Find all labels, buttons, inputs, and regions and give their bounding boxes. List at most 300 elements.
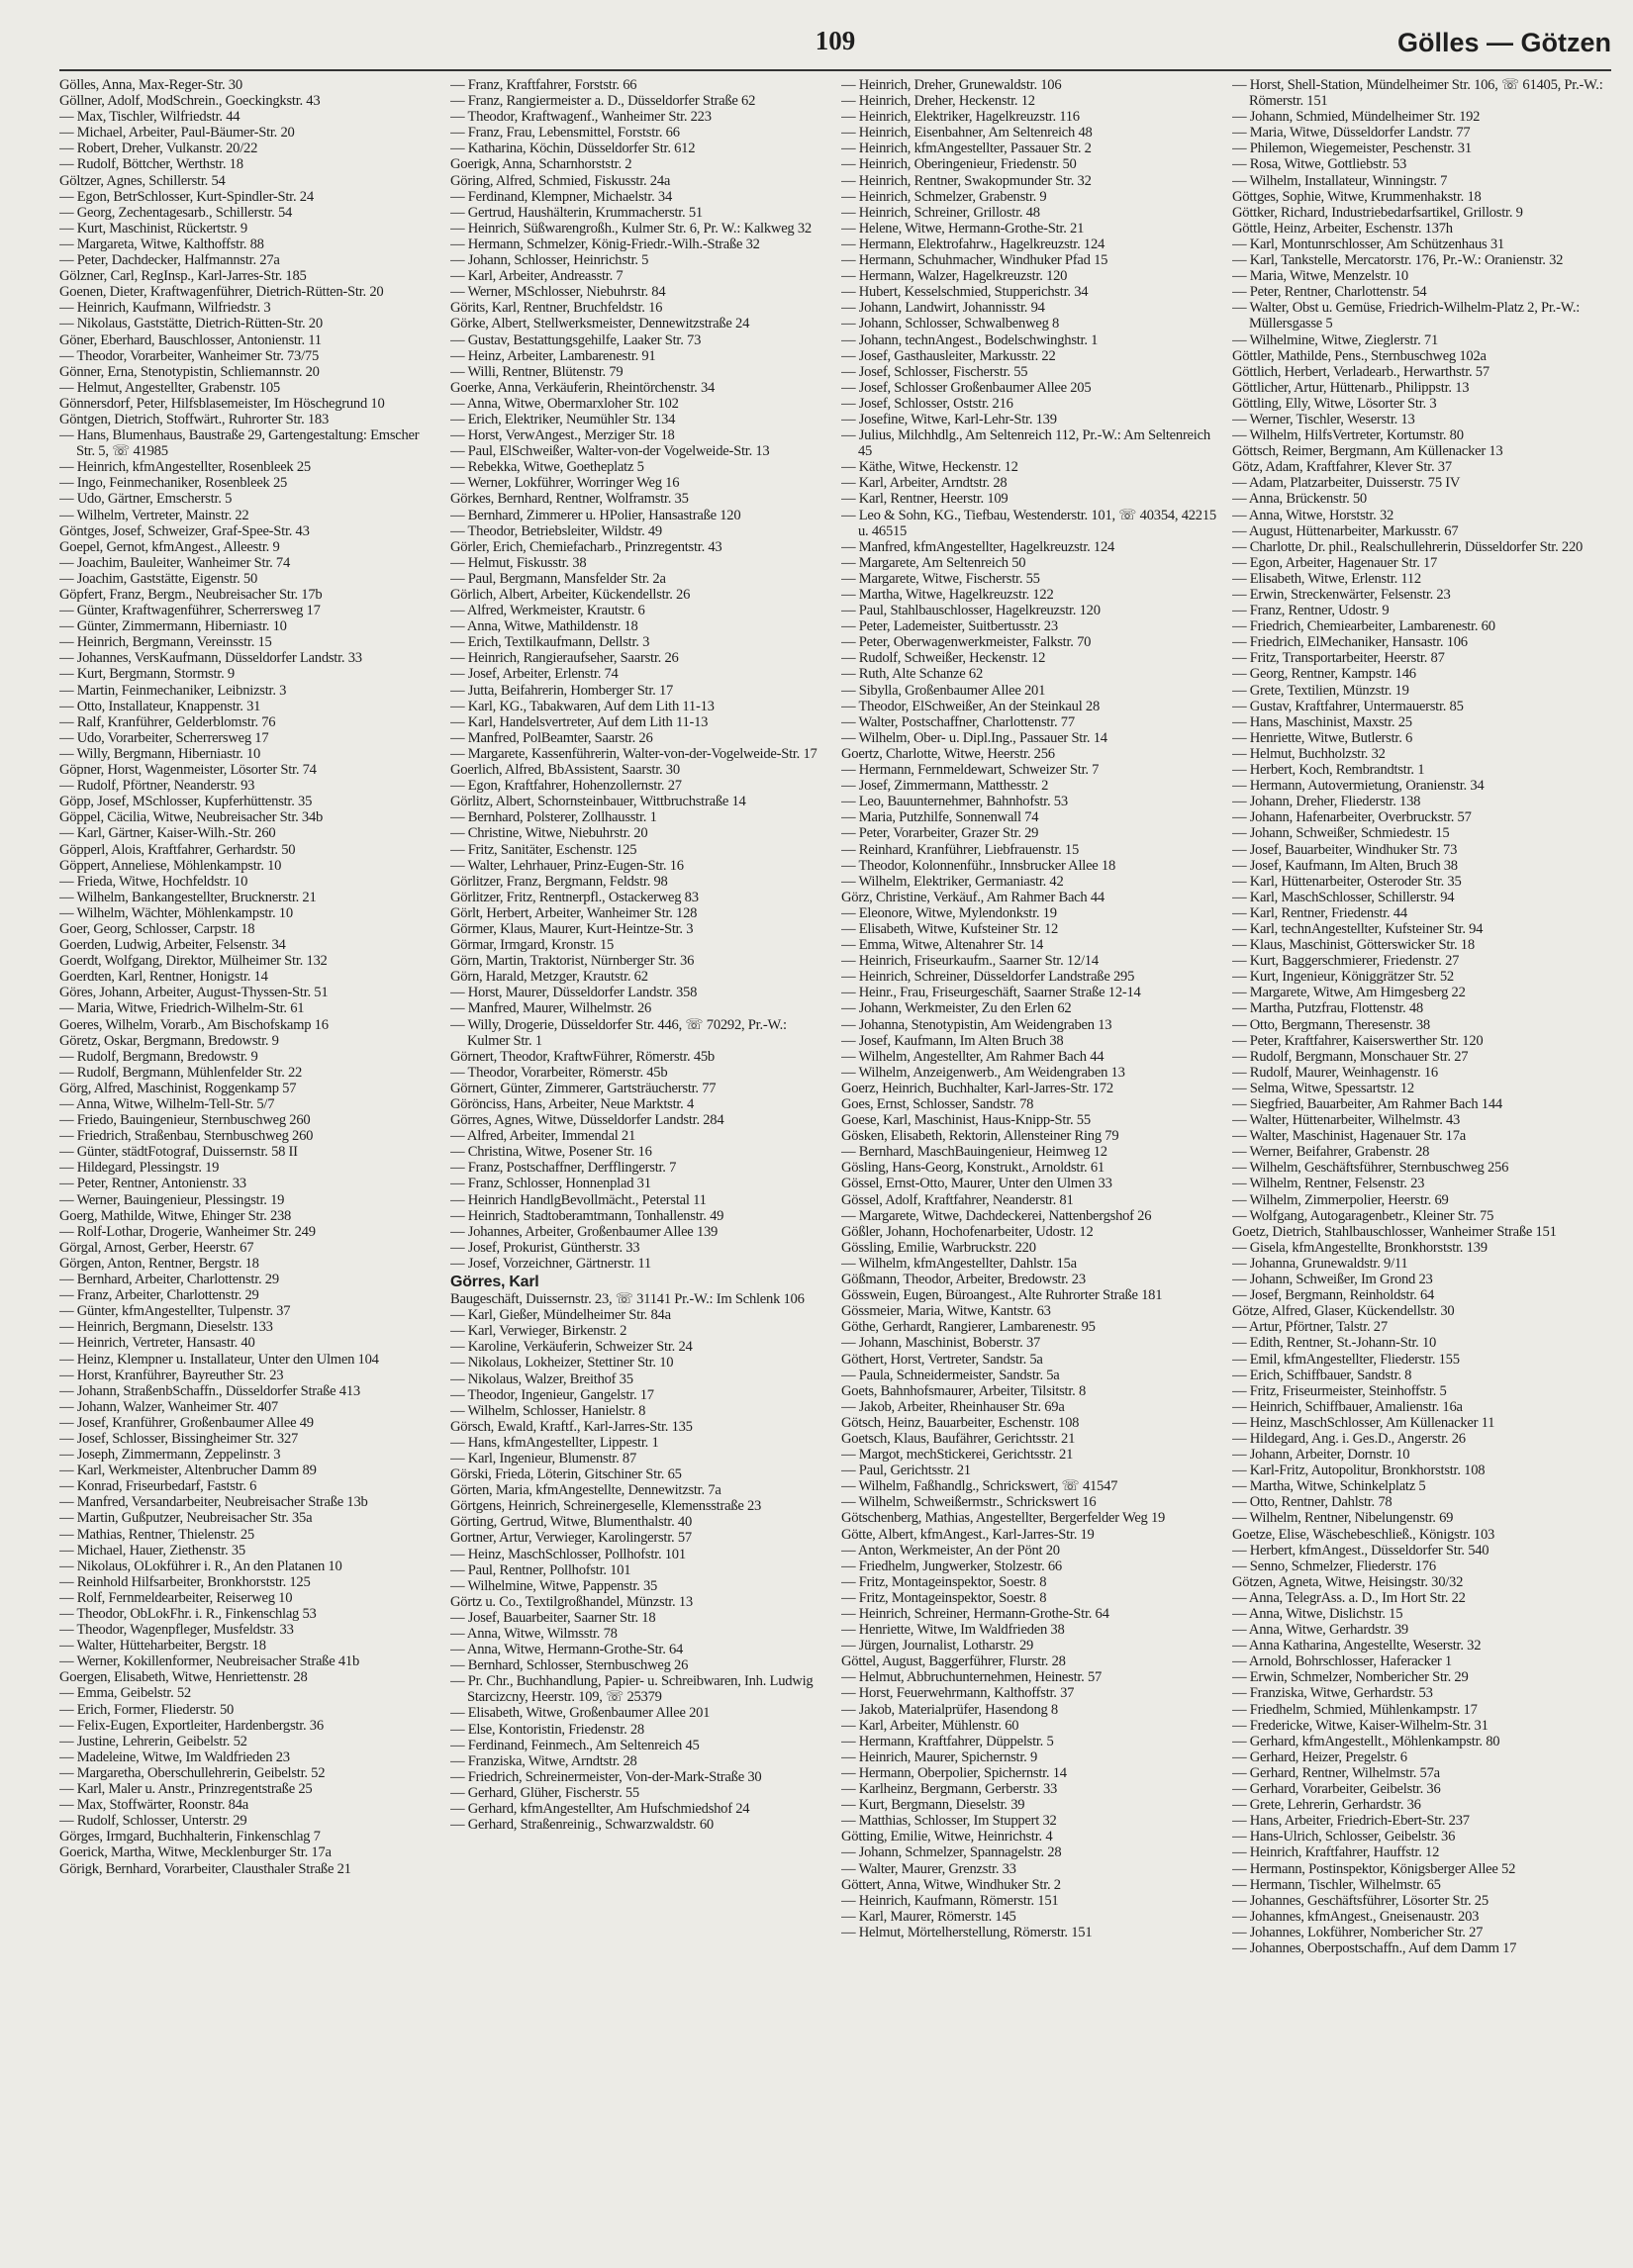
directory-entry: — Erwin, Streckenwärter, Felsenstr. 23 — [1232, 587, 1451, 603]
directory-entry: Goes, Ernst, Schlosser, Sandstr. 78 — [841, 1096, 1034, 1112]
directory-entry: — Heinrich, Rentner, Swakopmunder Str. 32 — [841, 172, 1092, 189]
directory-entry: — Rebekka, Witwe, Goetheplatz 5 — [450, 459, 644, 476]
directory-entry: Görmer, Klaus, Maurer, Kurt-Heintze-Str. 3 — [450, 920, 694, 937]
directory-entry: — Pr. Chr., Buchhandlung, Papier- u. Schreibwaren, Inh. Ludwig Starcizcny, Heerstr. 109, ☏ 25379 — [450, 1673, 814, 1706]
directory-entry: — Rudolf, Schweißer, Heckenstr. 12 — [841, 650, 1046, 667]
directory-column-2 — [450, 77, 829, 2248]
directory-entry: — Manfred, Versandarbeiter, Neubreisacher Straße 13b — [59, 1494, 368, 1511]
directory-entry: — Hermann, Schmelzer, König-Friedr.-Wilh.-Straße 32 — [450, 236, 760, 252]
directory-entry: — Hermann, Schuhmacher, Windhuker Pfad 15 — [841, 252, 1108, 269]
directory-entry: Goer, Georg, Schlosser, Carpstr. 18 — [59, 920, 255, 937]
directory-entry: — Anna, Witwe, Dislichstr. 15 — [1232, 1606, 1403, 1622]
directory-entry: — Hermann, Tischler, Wilhelmstr. 65 — [1232, 1876, 1441, 1893]
directory-entry: — Josefine, Witwe, Karl-Lehr-Str. 139 — [841, 411, 1057, 427]
directory-entry: — Anna, Witwe, Wilhelm-Tell-Str. 5/7 — [59, 1096, 275, 1112]
directory-entry: Goerden, Ludwig, Arbeiter, Felsenstr. 34 — [59, 937, 286, 954]
directory-entry: — Rolf, Fernmeldearbeiter, Reiserweg 10 — [59, 1589, 293, 1606]
directory-entry: — Josef, Prokurist, Güntherstr. 33 — [450, 1239, 640, 1256]
directory-entry: — Maria, Putzhilfe, Sonnenwall 74 — [841, 809, 1039, 826]
directory-entry: — Paul, ElSchweißer, Walter-von-der Vogelweide-Str. 13 — [450, 443, 770, 460]
directory-entry: — Karl, Verwieger, Birkenstr. 2 — [450, 1323, 627, 1340]
directory-entry: Görski, Frieda, Löterin, Gitschiner Str. 65 — [450, 1466, 682, 1483]
directory-entry: — Reinhold Hilfsarbeiter, Bronkhorststr. 125 — [59, 1573, 311, 1590]
directory-entry: — Horst, VerwAngest., Merziger Str. 18 — [450, 427, 675, 444]
directory-entry: Görges, Irmgard, Buchhalterin, Finkenschlag 7 — [59, 1829, 321, 1845]
directory-entry: — Justine, Lehrerin, Geibelstr. 52 — [59, 1733, 247, 1749]
directory-entry: Goetsch, Klaus, Baufährer, Gerichtsstr. 21 — [841, 1430, 1076, 1447]
directory-entry: — Johann, Walzer, Wanheimer Str. 407 — [59, 1398, 278, 1415]
directory-entry: — Johann, Schlosser, Schwalbenweg 8 — [841, 316, 1060, 332]
directory-entry: — Joachim, Gaststätte, Eigenstr. 50 — [59, 570, 257, 587]
directory-entry: — Heinrich, Elektriker, Hagelkreuzstr. 116 — [841, 109, 1080, 126]
directory-entry: — Hermann, Oberpolier, Spichernstr. 14 — [841, 1764, 1067, 1781]
directory-entry: Görits, Karl, Rentner, Bruchfeldstr. 16 — [450, 300, 663, 317]
directory-entry: — Heinrich HandlgBevollmächt., Peterstal 11 — [450, 1191, 707, 1208]
directory-entry: — Bernhard, Schlosser, Sternbuschweg 26 — [450, 1657, 689, 1674]
directory-entry: — Johann, Schmelzer, Spannagelstr. 28 — [841, 1844, 1062, 1861]
directory-entry: Göttle, Heinz, Arbeiter, Eschenstr. 137h — [1232, 220, 1453, 236]
directory-entry: Görtz u. Co., Textilgroßhandel, Münzstr. 13 — [450, 1593, 693, 1610]
directory-entry: Goerick, Martha, Witwe, Mecklenburger Str. 17a — [59, 1844, 332, 1861]
directory-entry: — Wilhelm, Rentner, Nibelungenstr. 69 — [1232, 1510, 1454, 1527]
directory-entry: — Michael, Hauer, Ziethenstr. 35 — [59, 1542, 245, 1559]
directory-entry: — Heinrich, Dreher, Heckenstr. 12 — [841, 93, 1035, 110]
directory-entry: Göttker, Richard, Industriebedarfsartikel, Grillostr. 9 — [1232, 204, 1523, 221]
page-number: 109 — [815, 26, 856, 55]
directory-entry: — Erwin, Schmelzer, Nombericher Str. 29 — [1232, 1669, 1469, 1686]
directory-entry: — Ingo, Feinmechaniker, Rosenbleek 25 — [59, 475, 288, 492]
directory-entry: Görmar, Irmgard, Kronstr. 15 — [450, 937, 615, 954]
directory-entry: — Karl, Tankstelle, Mercatorstr. 176, Pr.-W.: Oranienstr. 32 — [1232, 252, 1564, 269]
directory-entry: — Christina, Witwe, Posener Str. 16 — [450, 1144, 652, 1161]
directory-entry: — Fritz, Montageinspektor, Soestr. 8 — [841, 1589, 1047, 1606]
directory-entry: — Karl, Rentner, Friedenstr. 44 — [1232, 904, 1407, 921]
directory-entry: Görkes, Bernhard, Rentner, Wolframstr. 35 — [450, 491, 689, 508]
directory-entry: — Paul, Rentner, Pollhofstr. 101 — [450, 1561, 631, 1578]
directory-entry: — Josef, Kaufmann, Im Alten Bruch 38 — [841, 1032, 1064, 1049]
directory-entry: — Walter, Maurer, Grenzstr. 33 — [841, 1860, 1016, 1877]
directory-entry: — Heinz, Klempner u. Installateur, Unter den Ulmen 104 — [59, 1351, 379, 1368]
directory-entry: — Johannes, Arbeiter, Großenbaumer Allee 139 — [450, 1223, 719, 1240]
directory-entry: — Philemon, Wiegemeister, Peschenstr. 31 — [1232, 141, 1472, 157]
directory-entry: — Senno, Schmelzer, Fliederstr. 176 — [1232, 1558, 1436, 1574]
directory-entry: — Rudolf, Bergmann, Monschauer Str. 27 — [1232, 1048, 1469, 1065]
directory-entry: — Rudolf, Schlosser, Unterstr. 29 — [59, 1813, 247, 1830]
directory-entry: Görler, Erich, Chemiefacharb., Prinzregentstr. 43 — [450, 538, 722, 555]
directory-entry: — Rudolf, Bergmann, Mühlenfelder Str. 22 — [59, 1064, 303, 1081]
directory-entry: — Wilhelm, Faßhandlg., Schrickswert, ☏ 41547 — [841, 1478, 1118, 1495]
directory-entry: — Johannes, VersKaufmann, Düsseldorfer Landstr. 33 — [59, 650, 362, 667]
directory-entry: Gössel, Ernst-Otto, Maurer, Unter den Ulmen 33 — [841, 1176, 1112, 1192]
directory-column-1 — [59, 77, 438, 2248]
directory-entry: — Erich, Textilkaufmann, Dellstr. 3 — [450, 634, 650, 651]
directory-entry: — Helene, Witwe, Hermann-Grothe-Str. 21 — [841, 220, 1085, 236]
directory-entry: — Walter, Hütteharbeiter, Bergstr. 18 — [59, 1638, 266, 1654]
directory-entry: Gössel, Adolf, Kraftfahrer, Neanderstr. 81 — [841, 1191, 1074, 1208]
directory-entry: — Hermann, Elektrofahrw., Hagelkreuzstr. 124 — [841, 236, 1105, 252]
directory-entry: — Alfred, Arbeiter, Immendal 21 — [450, 1128, 636, 1145]
directory-entry: — Nikolaus, Gaststätte, Dietrich-Rütten-Str. 20 — [59, 316, 323, 332]
directory-entry: — Hermann, Autovermietung, Oranienstr. 34 — [1232, 778, 1485, 795]
directory-entry: Goetze, Elise, Wäschebeschließ., Königstr. 103 — [1232, 1526, 1495, 1543]
directory-entry: — Manfred, PolBeamter, Saarstr. 26 — [450, 729, 653, 746]
directory-entry: — Karl, Montunrschlosser, Am Schützenhaus 31 — [1232, 236, 1504, 252]
directory-entry: Göres, Johann, Arbeiter, August-Thyssen-Str. 51 — [59, 985, 329, 1001]
directory-entry: — Theodor, Kraftwagenf., Wanheimer Str. 223 — [450, 109, 712, 126]
directory-entry: — Rudolf, Pförtner, Neanderstr. 93 — [59, 778, 255, 795]
directory-entry: — Heinrich, Eisenbahner, Am Seltenreich 48 — [841, 125, 1093, 142]
directory-entry: — Erich, Elektriker, Neumühler Str. 134 — [450, 411, 676, 427]
directory-entry: — Gerhard, Straßenreinig., Schwarzwaldstr. 60 — [450, 1817, 714, 1834]
directory-entry: — Heinrich, Schreiner, Hermann-Grothe-Str. 64 — [841, 1606, 1109, 1622]
directory-entry: — Peter, Rentner, Antonienstr. 33 — [59, 1176, 246, 1192]
directory-entry: — Arnold, Bohrschlosser, Haferacker 1 — [1232, 1654, 1452, 1670]
directory-entry: Göttler, Mathilde, Pens., Sternbuschweg 102a — [1232, 347, 1487, 364]
directory-entry: Görgal, Arnost, Gerber, Heerstr. 67 — [59, 1239, 254, 1256]
directory-entry: — Johannes, kfmAngest., Gneisenaustr. 203 — [1232, 1908, 1480, 1925]
directory-entry: — Karl, Maurer, Römerstr. 145 — [841, 1908, 1016, 1925]
directory-entry: Göpp, Josef, MSchlosser, Kupferhüttenstr. 35 — [59, 794, 313, 810]
directory-entry: — Friedo, Bauingenieur, Sternbuschweg 260 — [59, 1112, 311, 1129]
directory-entry: — Wilhelm, Wächter, Möhlenkampstr. 10 — [59, 904, 293, 921]
page-header — [59, 22, 1611, 71]
directory-entry: — Josef, Vorzeichner, Gärtnerstr. 11 — [450, 1255, 651, 1272]
directory-entry: — Kurt, Maschinist, Rückertstr. 9 — [59, 220, 247, 236]
directory-entry: — Heinrich, Bergmann, Vereinsstr. 15 — [59, 634, 272, 651]
directory-entry: — Margot, mechStickerei, Gerichtsstr. 21 — [841, 1447, 1074, 1464]
directory-entry: Göthe, Gerhardt, Rangierer, Lambarenestr. 95 — [841, 1319, 1096, 1336]
directory-entry: — Willy, Bergmann, Hiberniastr. 10 — [59, 745, 261, 762]
directory-entry: — Franziska, Witwe, Gerhardstr. 53 — [1232, 1685, 1433, 1702]
directory-entry: — Udo, Vorarbeiter, Scherrersweg 17 — [59, 729, 269, 746]
directory-entry: — Bernhard, Zimmerer u. HPolier, Hansastraße 120 — [450, 507, 741, 523]
directory-entry: — Gertrud, Haushälterin, Krummacherstr. 51 — [450, 204, 703, 221]
directory-entry: — Wilhelm, Anzeigenwerb., Am Weidengraben 13 — [841, 1064, 1125, 1081]
directory-entry: — Horst, Kranführer, Bayreuther Str. 23 — [59, 1367, 284, 1383]
directory-entry: Göntgen, Dietrich, Stoffwärt., Ruhrorter Str. 183 — [59, 411, 330, 427]
directory-entry: — Henriette, Witwe, Butlerstr. 6 — [1232, 729, 1413, 746]
directory-entry: — Hans, Arbeiter, Friedrich-Ebert-Str. 237 — [1232, 1813, 1470, 1830]
directory-entry: Gölzner, Carl, RegInsp., Karl-Jarres-Str. 185 — [59, 268, 307, 285]
directory-entry: — Heinrich, kfmAngestellter, Rosenbleek 25 — [59, 459, 311, 476]
directory-entry: Baugeschäft, Duissernstr. 23, ☏ 31141 Pr.-W.: Im Schlenk 106 — [450, 1291, 805, 1308]
directory-entry: — Johann, Schmied, Mündelheimer Str. 192 — [1232, 109, 1481, 126]
directory-entry: — Jutta, Beifahrerin, Homberger Str. 17 — [450, 682, 674, 699]
directory-entry: — Käthe, Witwe, Heckenstr. 12 — [841, 459, 1018, 476]
directory-entry: Görn, Harald, Metzger, Krautstr. 62 — [450, 969, 648, 986]
directory-entry: — Friedrich, Chemiearbeiter, Lambarenestr. 60 — [1232, 618, 1495, 635]
directory-entry: Görlitzer, Franz, Bergmann, Feldstr. 98 — [450, 873, 668, 890]
directory-entry: — Theodor, Vorarbeiter, Römerstr. 45b — [450, 1064, 668, 1081]
directory-entry: — Heinrich, Maurer, Spichernstr. 9 — [841, 1748, 1038, 1765]
directory-entry: — Günter, Zimmermann, Hiberniastr. 10 — [59, 618, 287, 635]
directory-entry: — Ferdinand, Feinmech., Am Seltenreich 45 — [450, 1737, 700, 1753]
directory-entry: — Johann, technAngest., Bodelschwinghstr. 1 — [841, 331, 1099, 348]
directory-entry: Goerz, Heinrich, Buchhalter, Karl-Jarres-Str. 172 — [841, 1080, 1113, 1096]
directory-entry: — Heinr., Frau, Friseurgeschäft, Saarner Straße 12-14 — [841, 985, 1141, 1001]
directory-entry: Götzen, Agneta, Witwe, Heisingstr. 30/32 — [1232, 1573, 1464, 1590]
directory-entry: — Heinrich, Vertreter, Hansastr. 40 — [59, 1335, 255, 1352]
directory-entry: — Wilhelm, Vertreter, Mainstr. 22 — [59, 507, 249, 523]
directory-entry: — Hubert, Kesselschmied, Stupperichstr. 34 — [841, 284, 1089, 301]
directory-entry: — Paul, Stahlbauschlosser, Hagelkreuzstr. 120 — [841, 603, 1101, 619]
directory-entry: — Kurt, Baggerschmierer, Friedenstr. 27 — [1232, 953, 1460, 970]
directory-entry: — Gustav, Kraftfahrer, Untermauerstr. 85 — [1232, 698, 1464, 714]
directory-entry: — Jürgen, Journalist, Lotharstr. 29 — [841, 1638, 1034, 1654]
directory-entry: — Werner, MSchlosser, Niebuhrstr. 84 — [450, 284, 666, 301]
directory-entry: Gössmeier, Maria, Witwe, Kantstr. 63 — [841, 1303, 1051, 1320]
directory-entry: Göltzer, Agnes, Schillerstr. 54 — [59, 172, 226, 189]
directory-entry: — Anna, Brückenstr. 50 — [1232, 491, 1367, 508]
directory-entry: — Wilhelm, Installateur, Winningstr. 7 — [1232, 172, 1448, 189]
directory-entry: Görres, Karl — [450, 1274, 539, 1291]
directory-entry: — Karlheinz, Bergmann, Gerberstr. 33 — [841, 1781, 1058, 1798]
directory-entry: — Sibylla, Großenbaumer Allee 201 — [841, 682, 1046, 699]
directory-entry: — Peter, Kraftfahrer, Kaiserswerther Str. 120 — [1232, 1032, 1484, 1049]
directory-entry: — Josef, Schlosser, Fischerstr. 55 — [841, 363, 1028, 380]
directory-entry: Goertz, Charlotte, Witwe, Heerstr. 256 — [841, 745, 1055, 762]
directory-entry: — Egon, Arbeiter, Hagenauer Str. 17 — [1232, 554, 1438, 571]
directory-entry: — Martin, Gußputzer, Neubreisacher Str. 35a — [59, 1510, 313, 1527]
directory-entry: — Elisabeth, Witwe, Erlenstr. 112 — [1232, 570, 1421, 587]
directory-entry: — Nikolaus, Lokheizer, Stettiner Str. 10 — [450, 1355, 674, 1371]
directory-entry: Görting, Gertrud, Witwe, Blumenthalstr. 40 — [450, 1514, 692, 1531]
directory-entry: — Otto, Bergmann, Theresenstr. 38 — [1232, 1016, 1430, 1033]
directory-entry: — Adam, Platzarbeiter, Duisserstr. 75 IV — [1232, 475, 1461, 492]
directory-entry: — Bernhard, Arbeiter, Charlottenstr. 29 — [59, 1272, 279, 1288]
directory-entry: — Wilhelm, Schweißermstr., Schrickswert 16 — [841, 1494, 1097, 1511]
directory-entry: — August, Hüttenarbeiter, Markusstr. 67 — [1232, 522, 1459, 539]
directory-entry: — Josef, Kaufmann, Im Alten, Bruch 38 — [1232, 857, 1458, 874]
directory-entry: Gösling, Hans-Georg, Konstrukt., Arnoldstr. 61 — [841, 1160, 1105, 1177]
directory-entry: — Theodor, Ingenieur, Gangelstr. 17 — [450, 1386, 654, 1403]
directory-entry: — Franz, Rentner, Udostr. 9 — [1232, 603, 1390, 619]
directory-entry: — Werner, Tischler, Weserstr. 13 — [1232, 411, 1415, 427]
directory-entry: Götschenberg, Mathias, Angestellter, Bergerfelder Weg 19 — [841, 1510, 1166, 1527]
directory-entry: — Anna, Witwe, Obermarxloher Str. 102 — [450, 395, 679, 412]
directory-entry: — Walter, Obst u. Gemüse, Friedrich-Wilhelm-Platz 2, Pr.-W.: Müllersgasse 5 — [1232, 300, 1581, 332]
directory-entry: — Karl, Werkmeister, Altenbrucher Damm 89 — [59, 1463, 317, 1479]
directory-entry: — Klaus, Maschinist, Götterswicker Str. 18 — [1232, 937, 1475, 954]
directory-entry: Göttel, August, Baggerführer, Flurstr. 28 — [841, 1654, 1066, 1670]
directory-entry: Götte, Albert, kfmAngest., Karl-Jarres-Str. 19 — [841, 1526, 1095, 1543]
directory-entry: — Wilhelm, HilfsVertreter, Kortumstr. 80 — [1232, 427, 1464, 444]
directory-entry: — Gerhard, kfmAngestellter, Am Hufschmiedshof 24 — [450, 1801, 750, 1818]
directory-entry: — Johanna, Stenotypistin, Am Weidengraben 13 — [841, 1016, 1112, 1033]
directory-entry: — Heinrich, Schiffbauer, Amalienstr. 16a — [1232, 1398, 1463, 1415]
directory-entry: — Heinrich, Kaufmann, Römerstr. 151 — [841, 1892, 1059, 1909]
directory-entry: — Wilhelm, Elektriker, Germaniastr. 42 — [841, 873, 1064, 890]
directory-entry: — Otto, Rentner, Dahlstr. 78 — [1232, 1494, 1393, 1511]
directory-entry: — Franz, Frau, Lebensmittel, Forststr. 66 — [450, 125, 680, 142]
directory-entry: — Leo, Bauunternehmer, Bahnhofstr. 53 — [841, 794, 1068, 810]
directory-entry: — Joachim, Bauleiter, Wanheimer Str. 74 — [59, 554, 291, 571]
directory-entry: — Hermann, Postinspektor, Königsberger Allee 52 — [1232, 1860, 1516, 1877]
directory-entry: — Wilhelm, Bankangestellter, Brucknerstr. 21 — [59, 889, 317, 905]
directory-entry: — Karoline, Verkäuferin, Schweizer Str. 24 — [450, 1339, 693, 1356]
directory-entry: — Nikolaus, Walzer, Breithof 35 — [450, 1370, 633, 1387]
directory-entry: — Maria, Witwe, Menzelstr. 10 — [1232, 268, 1408, 285]
directory-entry: Göttges, Sophie, Witwe, Krummenhakstr. 18 — [1232, 188, 1482, 205]
directory-entry: — Werner, Bauingenieur, Plessingstr. 19 — [59, 1191, 285, 1208]
directory-entry: — Martha, Putzfrau, Flottenstr. 48 — [1232, 1000, 1423, 1017]
directory-entry: — Heinrich, Schreiner, Düsseldorfer Landstraße 295 — [841, 969, 1135, 986]
directory-entry: Göttsch, Reimer, Bergmann, Am Küllenacker 13 — [1232, 443, 1503, 460]
directory-entry: — Henriette, Witwe, Im Waldfrieden 38 — [841, 1622, 1065, 1639]
directory-entry: Göttert, Anna, Witwe, Windhuker Str. 2 — [841, 1876, 1061, 1893]
directory-entry: — Horst, Feuerwehrmann, Kalthoffstr. 37 — [841, 1685, 1075, 1702]
directory-entry: Görigk, Bernhard, Vorarbeiter, Clausthaler Straße 21 — [59, 1860, 351, 1877]
directory-entry: Göpfert, Franz, Bergm., Neubreisacher Str. 17b — [59, 587, 323, 603]
directory-entry: — Eleonore, Witwe, Mylendonkstr. 19 — [841, 904, 1057, 921]
directory-entry: — Friedhelm, Jungwerker, Stolzestr. 66 — [841, 1558, 1062, 1574]
directory-entry: — Karl, Gießer, Mündelheimer Str. 84a — [450, 1307, 671, 1324]
directory-entry: — Gerhard, Glüher, Fischerstr. 55 — [450, 1784, 639, 1801]
directory-entry: — Jakob, Materialprüfer, Hasendong 8 — [841, 1701, 1058, 1718]
directory-entry: — Heinz, MaschSchlosser, Pollhofstr. 101 — [450, 1546, 686, 1562]
directory-entry: — Franz, Kraftfahrer, Forststr. 66 — [450, 77, 637, 93]
directory-entry: — Manfred, kfmAngestellter, Hagelkreuzstr. 124 — [841, 538, 1115, 555]
directory-entry: — Kurt, Ingenieur, Königgrätzer Str. 52 — [1232, 969, 1454, 986]
directory-entry: — Elisabeth, Witwe, Kufsteiner Str. 12 — [841, 920, 1059, 937]
directory-entry: — Karl, Ingenieur, Blumenstr. 87 — [450, 1450, 636, 1466]
directory-entry: — Johann, Werkmeister, Zu den Erlen 62 — [841, 1000, 1072, 1017]
directory-entry: Göttlicher, Artur, Hüttenarb., Philippstr. 13 — [1232, 379, 1470, 396]
directory-entry: Gölles, Anna, Max-Reger-Str. 30 — [59, 77, 242, 93]
directory-entry: Göthert, Horst, Vertreter, Sandstr. 5a — [841, 1351, 1043, 1368]
directory-entry: — Johann, Dreher, Fliederstr. 138 — [1232, 794, 1421, 810]
directory-entry: — Frieda, Witwe, Hochfeldstr. 10 — [59, 873, 248, 890]
directory-entry: — Hans, Maschinist, Maxstr. 25 — [1232, 713, 1412, 730]
directory-entry: — Johann, Arbeiter, Dornstr. 10 — [1232, 1447, 1410, 1464]
directory-entry: — Grete, Lehrerin, Gerhardstr. 36 — [1232, 1797, 1421, 1814]
directory-entry: Göttling, Elly, Witwe, Lösorter Str. 3 — [1232, 395, 1437, 412]
directory-entry: — Fritz, Friseurmeister, Steinhoffstr. 5 — [1232, 1382, 1447, 1399]
directory-entry: — Hermann, Fernmeldewart, Schweizer Str. 7 — [841, 762, 1100, 779]
directory-entry: Görz, Christine, Verkäuf., Am Rahmer Bach 44 — [841, 889, 1105, 905]
directory-entry: Goets, Bahnhofsmaurer, Arbeiter, Tilsitstr. 8 — [841, 1382, 1087, 1399]
directory-entry: — Helmut, Buchholzstr. 32 — [1232, 745, 1386, 762]
directory-entry: — Karl, MaschSchlosser, Schillerstr. 94 — [1232, 889, 1455, 905]
running-head: Gölles — Götzen — [1396, 28, 1611, 57]
directory-entry: — Grete, Textilien, Münzstr. 19 — [1232, 682, 1409, 699]
directory-entry: — Werner, Beifahrer, Grabenstr. 28 — [1232, 1144, 1430, 1161]
directory-entry: — Karl, Maler u. Anstr., Prinzregentstraße 25 — [59, 1781, 313, 1798]
directory-entry: Görke, Albert, Stellwerksmeister, Dennewitzstraße 24 — [450, 316, 750, 332]
directory-entry: — Gerhard, Vorarbeiter, Geibelstr. 36 — [1232, 1781, 1441, 1798]
directory-entry: — Maria, Witwe, Friedrich-Wilhelm-Str. 61 — [59, 1000, 305, 1017]
directory-entry: — Georg, Rentner, Kampstr. 146 — [1232, 666, 1416, 683]
directory-entry: — Walter, Hüttenarbeiter, Wilhelmstr. 43 — [1232, 1112, 1461, 1129]
directory-entry: — Hans-Ulrich, Schlosser, Geibelstr. 36 — [1232, 1829, 1456, 1845]
directory-entry: — Maria, Witwe, Düsseldorfer Landstr. 77 — [1232, 125, 1471, 142]
directory-entry: — Walter, Lehrhauer, Prinz-Eugen-Str. 16 — [450, 857, 684, 874]
directory-entry: — Artur, Pförtner, Talstr. 27 — [1232, 1319, 1388, 1336]
directory-entry: — Gustav, Bestattungsgehilfe, Laaker Str. 73 — [450, 331, 702, 348]
directory-entry: — Margarete, Am Seltenreich 50 — [841, 554, 1026, 571]
directory-entry: — Egon, Kraftfahrer, Hohenzollernstr. 27 — [450, 778, 682, 795]
directory-entry: — Franz, Schlosser, Honnenplad 31 — [450, 1176, 651, 1192]
directory-entry: Goerigk, Anna, Scharnhorststr. 2 — [450, 156, 632, 173]
directory-entry: — Willi, Rentner, Blütenstr. 79 — [450, 363, 624, 380]
directory-entry: — Egon, BetrSchlosser, Kurt-Spindler-Str. 24 — [59, 188, 314, 205]
directory-entry: — Heinrich, kfmAngestellter, Passauer Str. 2 — [841, 141, 1092, 157]
directory-entry: — Emma, Geibelstr. 52 — [59, 1685, 191, 1702]
directory-entry: — Friedhelm, Schmied, Mühlenkampstr. 17 — [1232, 1701, 1478, 1718]
directory-entry: Göppel, Cäcilia, Witwe, Neubreisacher Str. 34b — [59, 809, 324, 826]
directory-entry: — Josef, Gasthausleiter, Markusstr. 22 — [841, 347, 1056, 364]
directory-entry: Goeres, Wilhelm, Vorarb., Am Bischofskamp 16 — [59, 1016, 329, 1033]
directory-entry: — Fritz, Montageinspektor, Soestr. 8 — [841, 1573, 1047, 1590]
directory-entry: — Karl, Arbeiter, Arndtstr. 28 — [841, 475, 1008, 492]
directory-entry: Götsch, Heinz, Bauarbeiter, Eschenstr. 108 — [841, 1414, 1080, 1431]
directory-entry: — Nikolaus, OLokführer i. R., An den Platanen 10 — [59, 1558, 342, 1574]
directory-entry: Görres, Agnes, Witwe, Düsseldorfer Landstr. 284 — [450, 1112, 724, 1129]
directory-entry: Göpperl, Alois, Kraftfahrer, Gerhardstr. 50 — [59, 841, 296, 858]
directory-entry: Götting, Emilie, Witwe, Heinrichstr. 4 — [841, 1829, 1053, 1845]
directory-entry: — Udo, Gärtner, Emscherstr. 5 — [59, 491, 233, 508]
directory-entry: — Josef, Schlosser, Bissingheimer Str. 327 — [59, 1430, 299, 1447]
directory-entry: — Theodor, ObLokFhr. i. R., Finkenschlag 53 — [59, 1606, 317, 1622]
directory-entry: — Karl, Rentner, Heerstr. 109 — [841, 491, 1009, 508]
directory-entry: — Erich, Former, Fliederstr. 50 — [59, 1701, 235, 1718]
directory-entry: — Werner, Kokillenformer, Neubreisacher Straße 41b — [59, 1654, 359, 1670]
directory-entry: — Johann, Schlosser, Heinrichstr. 5 — [450, 252, 649, 269]
directory-entry: — Konrad, Friseurbedarf, Faststr. 6 — [59, 1478, 257, 1495]
directory-entry: — Willy, Drogerie, Düsseldorfer Str. 446, ☏ 70292, Pr.-W.: Kulmer Str. 1 — [450, 1016, 787, 1049]
directory-entry: — Horst, Shell-Station, Mündelheimer Str. 106, ☏ 61405, Pr.-W.: Römerstr. 151 — [1232, 77, 1603, 110]
directory-entry: — Josef, Kranführer, Großenbaumer Allee 49 — [59, 1414, 314, 1431]
directory-entry: — Josef, Schlosser, Oststr. 216 — [841, 395, 1013, 412]
directory-entry: — Helmut, Mörtelherstellung, Römerstr. 151 — [841, 1924, 1093, 1940]
directory-entry: Goerg, Mathilde, Witwe, Ehinger Str. 238 — [59, 1207, 292, 1224]
directory-entry: — Margarete, Witwe, Am Himgesberg 22 — [1232, 985, 1466, 1001]
directory-entry: — Anna, Witwe, Hermann-Grothe-Str. 64 — [450, 1642, 684, 1658]
directory-entry: — Friedrich, Straßenbau, Sternbuschweg 260 — [59, 1128, 314, 1145]
directory-entry: — Elisabeth, Witwe, Großenbaumer Allee 201 — [450, 1705, 711, 1722]
directory-entry: Göttlich, Herbert, Verladearb., Herwarthstr. 57 — [1232, 363, 1489, 380]
directory-entry: Görlt, Herbert, Arbeiter, Wanheimer Str. 128 — [450, 904, 698, 921]
directory-entry: — Anton, Werkmeister, An der Pönt 20 — [841, 1542, 1060, 1559]
directory-entry: Gößmann, Theodor, Arbeiter, Bredowstr. 23 — [841, 1272, 1086, 1288]
directory-entry: — Martin, Feinmechaniker, Leibnizstr. 3 — [59, 682, 287, 699]
directory-entry: — Anna, Witwe, Horststr. 32 — [1232, 507, 1394, 523]
directory-entry: — Rudolf, Bergmann, Bredowstr. 9 — [59, 1048, 258, 1065]
directory-entry: — Johannes, Geschäftsführer, Lösorter Str. 25 — [1232, 1892, 1489, 1909]
directory-entry: — Helmut, Abbruchunternehmen, Heinestr. 57 — [841, 1669, 1103, 1686]
directory-entry: Görnert, Theodor, KraftwFührer, Römerstr. 45b — [450, 1048, 715, 1065]
directory-entry: — Ruth, Alte Schanze 62 — [841, 666, 984, 683]
directory-entry: — Emil, kfmAngestellter, Fliederstr. 155 — [1232, 1351, 1460, 1368]
directory-entry: — Helmut, Angestellter, Grabenstr. 105 — [59, 379, 280, 396]
directory-entry: Goese, Karl, Maschinist, Haus-Knipp-Str. 55 — [841, 1112, 1091, 1129]
directory-entry: — Josef, Schlosser Großenbaumer Allee 205 — [841, 379, 1092, 396]
directory-entry: — Heinrich, Kraftfahrer, Hauffstr. 12 — [1232, 1844, 1440, 1861]
directory-entry: — Michael, Arbeiter, Paul-Bäumer-Str. 20 — [59, 125, 295, 142]
directory-entry: — Johann, StraßenbSchaffn., Düsseldorfer Straße 413 — [59, 1382, 360, 1399]
directory-entry: — Mathias, Rentner, Thielenstr. 25 — [59, 1526, 254, 1543]
directory-entry: — Günter, Kraftwagenführer, Scherrersweg 17 — [59, 603, 321, 619]
directory-entry: — Karl, Handelsvertreter, Auf dem Lith 11-13 — [450, 713, 709, 730]
directory-entry: — Anna, Witwe, Mathildenstr. 18 — [450, 618, 638, 635]
directory-entry: — Josef, Bergmann, Reinholdstr. 64 — [1232, 1287, 1435, 1304]
directory-entry: — Julius, Milchhdlg., Am Seltenreich 112, Pr.-W.: Am Seltenreich 45 — [841, 427, 1210, 460]
directory-entry: — Peter, Dachdecker, Halfmannstr. 27a — [59, 252, 280, 269]
directory-entry: Göllner, Adolf, ModSchrein., Goeckingkstr. 43 — [59, 93, 321, 110]
directory-entry: Goerdt, Wolfgang, Direktor, Mülheimer Str. 132 — [59, 953, 328, 970]
directory-entry: — Paul, Gerichtsstr. 21 — [841, 1463, 971, 1479]
directory-entry: — Heinrich, Dreher, Grunewaldstr. 106 — [841, 77, 1062, 93]
